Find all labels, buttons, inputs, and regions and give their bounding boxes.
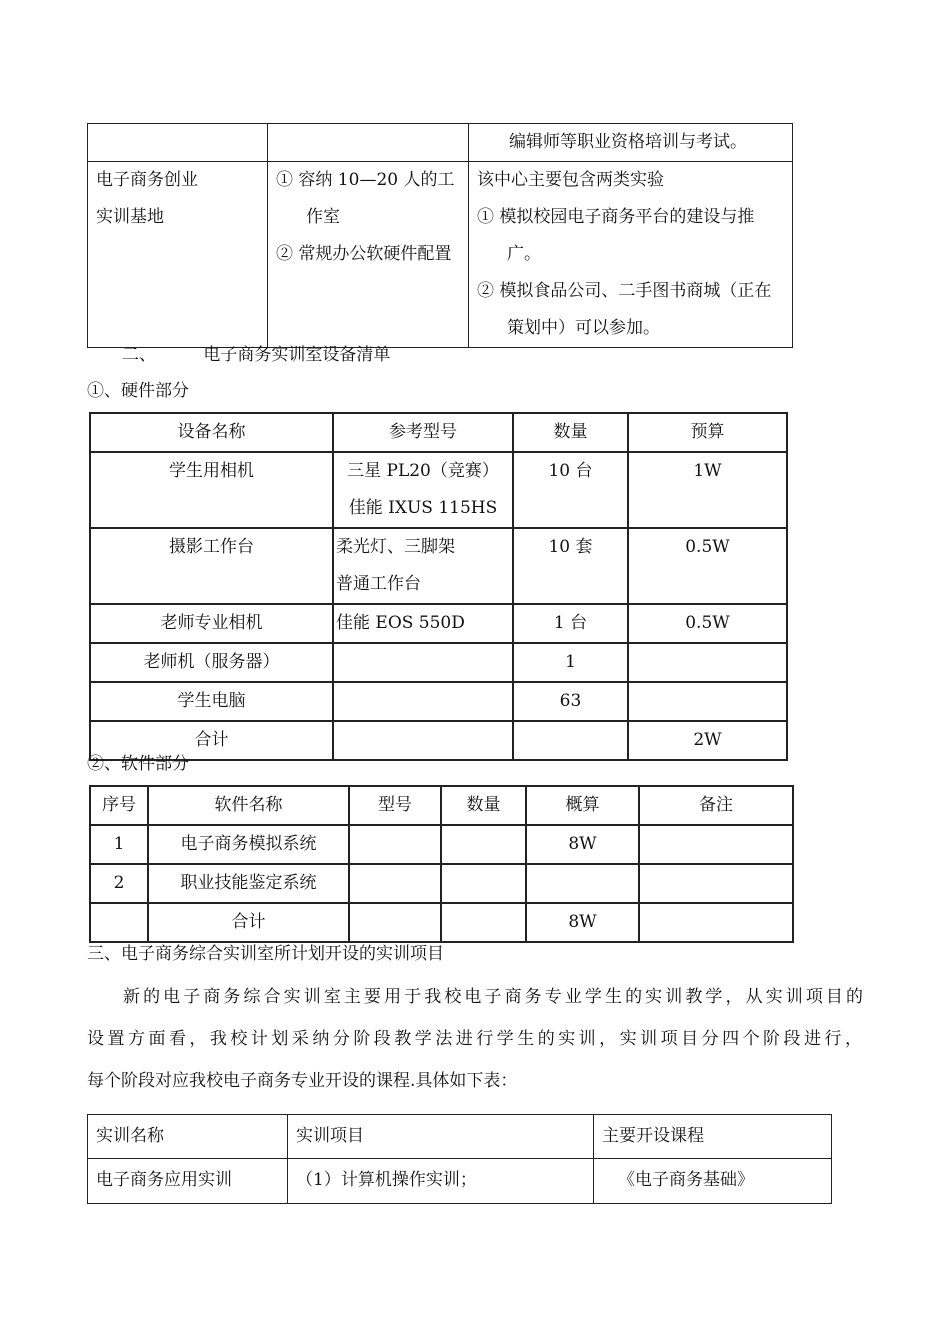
table-row: [90, 643, 787, 682]
cell-text: 该中心主要包含两类实验: [477, 170, 664, 190]
table-header-row: [90, 786, 793, 825]
budget-cell: [628, 643, 787, 682]
estimate-cell: 8W: [526, 903, 639, 942]
model-cell: 佳能 EOS 550D: [333, 604, 513, 643]
model-cell: [349, 903, 441, 942]
table-row: [88, 162, 793, 348]
section-heading: [122, 343, 390, 367]
column-header: 实训名称: [88, 1115, 288, 1159]
row-number: 2: [90, 864, 148, 903]
quantity-cell: 1: [513, 643, 628, 682]
list-item: ② 模拟食品公司、二手图书商城（正在策划中）可以参加。: [477, 281, 772, 338]
table-row: [90, 864, 793, 903]
model-cell: [333, 643, 513, 682]
hardware-table: [89, 412, 788, 761]
estimate-cell: [526, 864, 639, 903]
column-header: 数量: [441, 786, 526, 825]
table-cell: [268, 162, 469, 348]
model-line: 柔光灯、三脚架: [336, 537, 455, 557]
base-info-table: [87, 123, 793, 348]
estimate-cell: 8W: [526, 825, 639, 864]
model-cell: [333, 682, 513, 721]
model-line: 佳能 IXUS 115HS: [348, 498, 498, 518]
column-header: 设备名称: [90, 413, 333, 452]
table-row: [90, 721, 787, 760]
training-table: [87, 1114, 832, 1204]
equipment-name: 摄影工作台: [90, 528, 333, 604]
budget-cell: 2W: [628, 721, 787, 760]
training-course: 《电子商务基础》: [594, 1159, 832, 1204]
training-project: （1）计算机操作实训；: [288, 1159, 594, 1204]
table-row: [90, 528, 787, 604]
model-cell: [349, 864, 441, 903]
column-header: 序号: [90, 786, 148, 825]
table-row: [90, 825, 793, 864]
budget-cell: 0.5W: [628, 528, 787, 604]
quantity-cell: 63: [513, 682, 628, 721]
section-heading: 三、电子商务综合实训室所计划开设的实训项目: [87, 944, 444, 964]
software-name: 电子商务模拟系统: [148, 825, 349, 864]
model-cell: [333, 721, 513, 760]
table-row: [88, 124, 793, 162]
paragraph-line: 新的电子商务综合实训室主要用于我校电子商务专业学生的实训教学，从实训项目的: [123, 987, 863, 1007]
paragraph: [87, 976, 877, 1102]
section-title: 电子商务实训室设备清单: [203, 345, 391, 365]
model-line: 三星 PL20（竞赛）: [347, 461, 499, 481]
quantity-cell: [441, 825, 526, 864]
total-label: 合计: [90, 721, 333, 760]
table-cell: [88, 162, 268, 348]
list-item: ① 容纳 10—20 人的工作室: [276, 170, 455, 227]
software-name: 职业技能鉴定系统: [148, 864, 349, 903]
quantity-cell: [441, 864, 526, 903]
quantity-cell: 10 台: [513, 452, 628, 528]
column-header: 概算: [526, 786, 639, 825]
cell-text: 编辑师等职业资格培训与考试。: [509, 132, 747, 152]
equipment-name: 学生电脑: [90, 682, 333, 721]
quantity-cell: 1 台: [513, 604, 628, 643]
subsection-heading: ①、硬件部分: [87, 381, 189, 401]
table-cell: [469, 162, 793, 348]
cell-text: 电子商务创业: [96, 170, 198, 190]
table-row: [90, 452, 787, 528]
list-item: ① 模拟校园电子商务平台的建设与推广。: [477, 207, 755, 264]
model-line: 普通工作台: [336, 574, 421, 594]
note-cell: [639, 903, 793, 942]
column-header: 备注: [639, 786, 793, 825]
section-number: 二、: [122, 345, 156, 365]
column-header: 参考型号: [333, 413, 513, 452]
budget-cell: [628, 682, 787, 721]
paragraph-line: 每个阶段对应我校电子商务专业开设的课程.具体如下表：: [87, 1071, 518, 1091]
table-row: [90, 903, 793, 942]
total-label: 合计: [148, 903, 349, 942]
model-cell: [333, 528, 513, 604]
table-cell: [88, 124, 268, 162]
equipment-name: 老师机（服务器）: [90, 643, 333, 682]
table-row: [90, 604, 787, 643]
table-header-row: [90, 413, 787, 452]
equipment-name: 老师专业相机: [90, 604, 333, 643]
row-number: [90, 903, 148, 942]
budget-cell: 1W: [628, 452, 787, 528]
quantity-cell: 10 套: [513, 528, 628, 604]
table-row: [90, 682, 787, 721]
table-cell: [469, 124, 793, 162]
model-cell: [349, 825, 441, 864]
column-header: 软件名称: [148, 786, 349, 825]
column-header: 实训项目: [288, 1115, 594, 1159]
quantity-cell: [441, 903, 526, 942]
cell-text: 实训基地: [96, 207, 164, 227]
quantity-cell: [513, 721, 628, 760]
column-header: 预算: [628, 413, 787, 452]
row-number: 1: [90, 825, 148, 864]
list-item: ② 常规办公软硬件配置: [276, 244, 452, 264]
column-header: 主要开设课程: [594, 1115, 832, 1159]
paragraph-line: 设置方面看，我校计划采纳分阶段教学法进行学生的实训，实训项目分四个阶段进行，: [87, 1029, 862, 1049]
training-name: 电子商务应用实训: [88, 1159, 288, 1204]
budget-cell: 0.5W: [628, 604, 787, 643]
software-table: [89, 785, 794, 943]
table-header-row: [88, 1115, 832, 1159]
equipment-name: 学生用相机: [90, 452, 333, 528]
table-row: [88, 1159, 832, 1204]
subsection-heading: ②、软件部分: [87, 754, 189, 774]
model-cell: [333, 452, 513, 528]
column-header: 型号: [349, 786, 441, 825]
note-cell: [639, 825, 793, 864]
column-header: 数量: [513, 413, 628, 452]
table-cell: [268, 124, 469, 162]
note-cell: [639, 864, 793, 903]
